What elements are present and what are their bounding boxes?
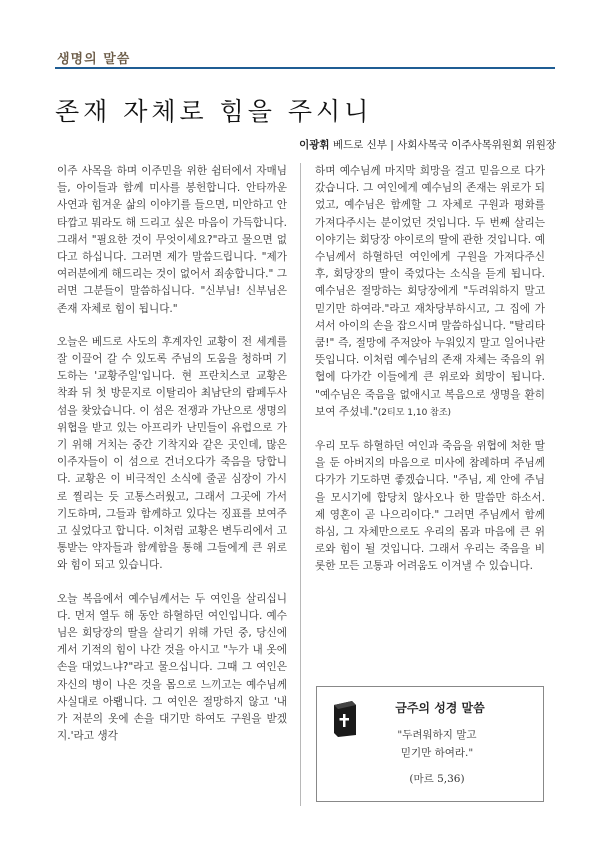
paragraph: 이주 사목을 하며 이주민을 위한 쉼터에서 자매님들, 아이들과 함께 미사를 봉헌합니다. 안타까운 사연과 힘겨운 삶의 이야기를 들으면, 미안하고 안타깝고 뭐라도 해 드리고 싶은 마음이 가득합니다. 그래서 "필요한 것이 무엇이세요?"라고 물으면 없다고 하십니다. 그러면 제가 말씀드립니다. "제가 여러분에게 해드리는 것이 없어서 죄송합니다." 그러면 그분들이 말씀하십니다. "신부님! 신부님은 존재 자체로 힘이 됩니다." xyxy=(57,165,287,315)
verse-line: "두려워하지 말고 xyxy=(397,729,477,741)
author-role: 베드로 신부 | 사회사목국 이주사목위원회 위원장 xyxy=(329,139,556,151)
verse-reference: (마르 5,36) xyxy=(409,773,465,785)
left-column xyxy=(57,163,287,762)
section-label: 생명의 말씀 xyxy=(57,52,131,67)
section-rule xyxy=(55,67,555,69)
byline xyxy=(299,137,556,152)
scripture-reference: (2티모 1,10 참조) xyxy=(377,407,452,418)
paragraph: 오늘 복음에서 예수님께서는 두 여인을 살리십니다. 먼저 열두 해 동안 하혈하던 여인입니다. 예수님은 회당장의 딸을 살리기 위해 가던 중, 당신에게서 기적의 힘이 나간 것을 아시고 "누가 내 옷에 손을 대었느냐?"라고 물으십니다. 그때 그 여인은 자신의 병이 나은 것을 몸으로 느끼고는 예수님께 사실대로 아뢥니다. 그 여인은 절망하지 않고 '내가 저분의 옷에 손을 대기만 하여도 구원을 받겠지.'라고 생각 xyxy=(57,592,287,743)
page-title: 존재 자체로 힘을 주시니 xyxy=(55,97,373,126)
weekly-verse-box xyxy=(316,686,544,802)
paragraph xyxy=(315,163,545,422)
paragraph: 오늘은 베드로 사도의 후계자인 교황이 전 세계를 잘 이끌어 갈 수 있도록 주님의 도움을 청하며 기도하는 '교황주일'입니다. 현 프란치스코 교황은 착좌 뒤 첫 방문지로 이탈리아 최남단의 람페두사섬을 찾았습니다. 이 섬은 전쟁과 가난으로 생명의 위협을 받고 있는 아프리카 난민들이 유럽으로 가기 위해 거치는 중간 기착지와 같은 곳인데, 많은 이주자들이 이 섬으로 건너오다가 죽음을 당합니다. 교황은 이 비극적인 소식에 줄곧 심장이 가시로 찔리는 듯 고통스러웠고, 그래서 그곳에 가서 기도하며, 그들과 함께하고 있다는 징표를 보여주고 싶었다고 합니다. 이처럼 교황은 변두리에서 고통받는 약자들과 함께함을 통해 그들에게 큰 위로와 힘이 되고 있습니다. xyxy=(57,335,287,572)
paragraph: 우리 모두 하혈하던 여인과 죽음을 위협에 처한 딸을 둔 아버지의 마음으로 미사에 참례하며 주님께 다가가 기도하면 좋겠습니다. "주님, 제 안에 주님을 모시기에 합당치 않사오나 한 말씀만 하소서. 제 영혼이 곧 나으리이다." 그러면 주님께서 함께하심, 그 자체만으로도 우리의 몸과 마음에 큰 위로와 힘이 될 것입니다. 그래서 우리는 죽음을 비롯한 모든 고통과 어려움도 이겨낼 수 있습니다. xyxy=(315,440,545,573)
verse-box-title: 금주의 성경 말씀 xyxy=(395,701,485,715)
author-name: 이광휘 xyxy=(299,139,330,151)
column-divider xyxy=(300,163,301,806)
paragraph-text: 하며 예수님께 마지막 희망을 걸고 믿음으로 다가갔습니다. 그 여인에게 예수님의 존재는 위로가 되었고, 예수님은 함께할 그 자체로 구원과 평화를 가져다주시는 분이었던 것입니다. 두 번째 살리는 이야기는 회당장 야이로의 딸에 관한 것입니다. 예수님께서 하혈하던 여인에게 구원을 가져다주신 후, 회당장의 딸이 죽었다는 소식을 듣게 됩니다. 예수님은 절망하는 회당장에게 "두려워하지 말고 믿기만 하여라."라고 재차당부하시고, 그 집에 가셔서 아이의 손을 잡으시며 말씀하십니다. "탈리타 쿰!" 즉, 절망에 주저앉아 누워있지 말고 일어나란 뜻입니다. 이처럼 예수님의 존재 자체는 죽음의 위협에 다가간 이들에게 큰 위로와 희망이 됩니다. "예수님은 죽음을 없애시고 복음으로 생명을 환히 보여 주셨네." xyxy=(315,165,545,418)
right-column xyxy=(315,163,545,592)
verse-line: 믿기만 하여라." xyxy=(400,747,474,759)
